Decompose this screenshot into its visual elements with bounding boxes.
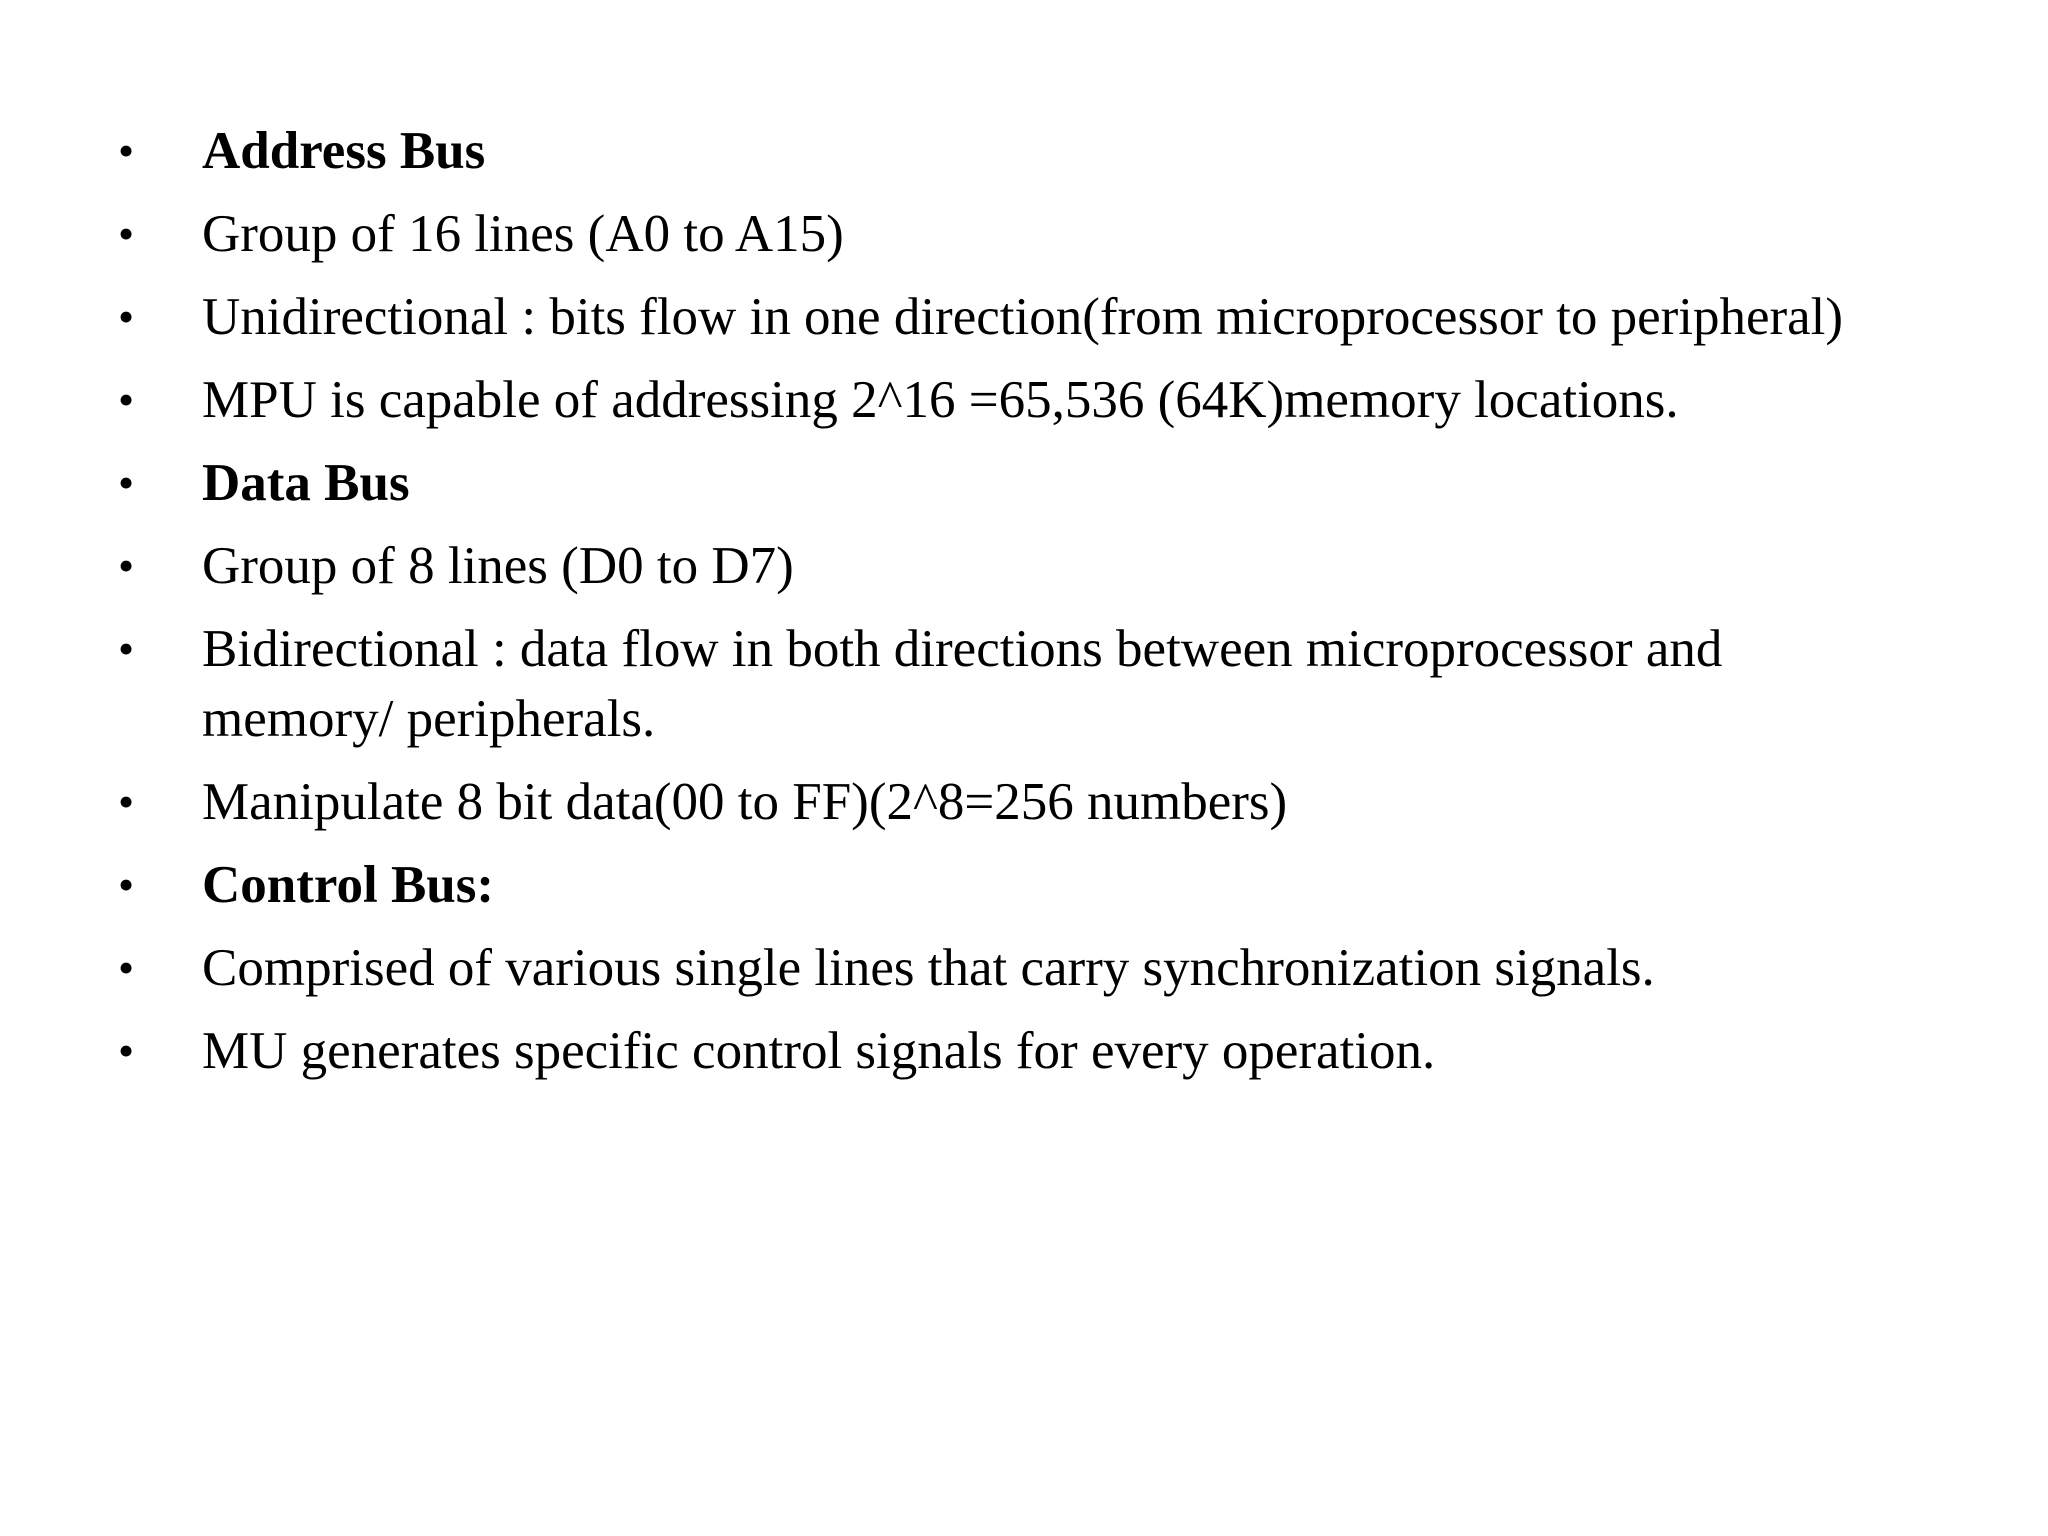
bullet-text: Control Bus: [202, 856, 495, 914]
bullet-item-control-bus-heading [118, 850, 1918, 920]
bullet-icon: • [118, 125, 135, 176]
bullet-icon: • [118, 942, 135, 993]
bullet-icon: • [118, 457, 135, 508]
bullet-item-data-bus-heading [118, 448, 1918, 518]
bullet-text: Unidirectional : bits flow in one direction(from microprocessor to peripheral) [202, 288, 1844, 346]
bullet-item [118, 531, 1918, 601]
bullet-item [118, 365, 1918, 435]
bullet-text: Manipulate 8 bit data(00 to FF)(2^8=256 numbers) [202, 773, 1288, 831]
bullet-item [118, 767, 1918, 837]
bullet-icon: • [118, 776, 135, 827]
bullet-text: Address Bus [202, 122, 486, 180]
bullet-item [118, 282, 1918, 352]
bullet-text: MU generates specific control signals for every operation. [202, 1022, 1436, 1080]
bullet-icon: • [118, 1025, 135, 1076]
bullet-icon: • [118, 540, 135, 591]
bullet-item [118, 614, 1918, 754]
bullet-text: Group of 16 lines (A0 to A15) [202, 205, 844, 263]
bullet-item [118, 933, 1918, 1003]
bullet-item [118, 1016, 1918, 1086]
bullet-icon: • [118, 291, 135, 342]
bullet-icon: • [118, 374, 135, 425]
bullet-item [118, 199, 1918, 269]
bullet-icon: • [118, 623, 135, 674]
bullet-text: Comprised of various single lines that carry synchronization signals. [202, 939, 1655, 997]
bullet-list [118, 116, 1918, 1099]
bullet-icon: • [118, 208, 135, 259]
bullet-item-address-bus-heading [118, 116, 1918, 186]
bullet-text: MPU is capable of addressing 2^16 =65,536 (64K)memory locations. [202, 371, 1679, 429]
bullet-text: Group of 8 lines (D0 to D7) [202, 537, 794, 595]
bullet-icon: • [118, 859, 135, 910]
bullet-text: Data Bus [202, 454, 410, 512]
bullet-text: Bidirectional : data flow in both directions between microprocessor and memory/ peripherals. [202, 620, 1723, 748]
